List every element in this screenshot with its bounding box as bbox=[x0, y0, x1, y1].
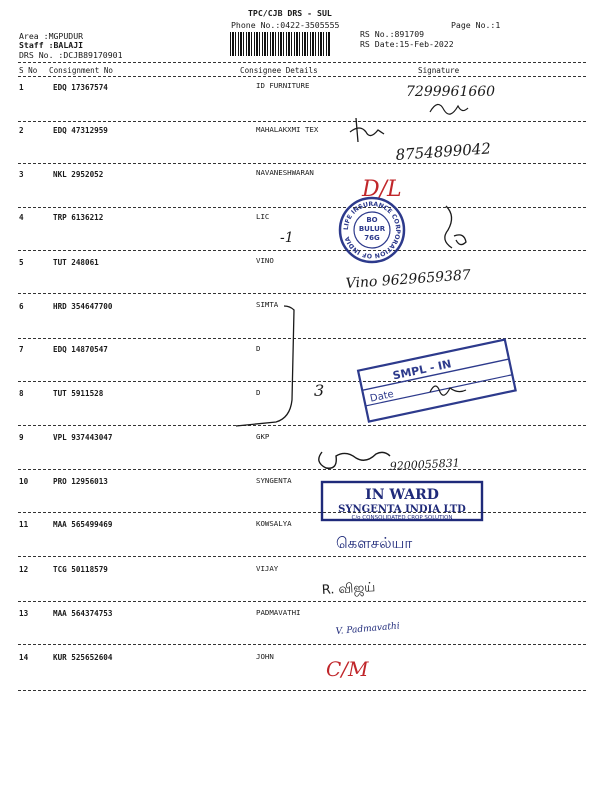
row-sno: 4 bbox=[19, 213, 24, 222]
handwritten-mark-row8: 3 bbox=[314, 381, 325, 400]
svg-text:BULUR: BULUR bbox=[358, 225, 386, 233]
svg-text:SYNGENTA INDIA LTD: SYNGENTA INDIA LTD bbox=[338, 504, 466, 515]
svg-text:76G: 76G bbox=[364, 234, 380, 242]
row-sno: 5 bbox=[19, 258, 24, 267]
signature-row4 bbox=[445, 206, 466, 248]
row-consignment: TUT 5911528 bbox=[53, 389, 104, 398]
row-consignment: EDQ 14870547 bbox=[53, 345, 108, 354]
svg-text:BO: BO bbox=[366, 216, 378, 224]
row-sno: 9 bbox=[19, 433, 24, 442]
row-consignment: VPL 937443047 bbox=[53, 433, 113, 442]
handwritten-name-row11: கௌசல்யா bbox=[336, 534, 413, 552]
row-sno: 3 bbox=[19, 170, 24, 179]
signature-row2 bbox=[350, 118, 384, 142]
row-consignee: SIMTA bbox=[256, 300, 279, 309]
col-consignment: Consignment No bbox=[49, 66, 114, 75]
row-consignee: D bbox=[256, 344, 261, 353]
row-sno: 7 bbox=[19, 345, 24, 354]
drs-number: DRS No. :DCJB89170901 bbox=[19, 50, 123, 60]
handwritten-name-row13: V. Padmavathi bbox=[335, 621, 401, 637]
row-consignee: LIC bbox=[256, 212, 270, 221]
row-consignment: NKL 2952052 bbox=[53, 170, 104, 179]
svg-text:C/o CONSOLIDATED CROP SOLUTION: C/o CONSOLIDATED CROP SOLUTION bbox=[351, 515, 453, 521]
row-consignee: VINO bbox=[256, 256, 274, 265]
handwritten-phone-row2: 8754899042 bbox=[395, 139, 492, 164]
row-sno: 14 bbox=[19, 653, 29, 662]
row-consignment: MAA 564374753 bbox=[53, 609, 113, 618]
row-consignee: VIJAY bbox=[256, 564, 279, 573]
col-signature: Signature bbox=[418, 66, 460, 75]
row-consignment: EDQ 17367574 bbox=[53, 83, 108, 92]
row-consignment: MAA 565499469 bbox=[53, 520, 113, 529]
row-consignment: HRD 354647700 bbox=[53, 302, 113, 311]
col-sno: S No bbox=[19, 66, 38, 75]
staff-label: Staff :BALAJI bbox=[19, 40, 84, 50]
rs-date: RS Date:15-Feb-2022 bbox=[360, 39, 454, 49]
row-consignee: MAHALAKXMI TEX bbox=[256, 125, 319, 134]
row-consignment: EDQ 47312959 bbox=[53, 126, 108, 135]
handwritten-name-row12: R. விஜய் bbox=[321, 580, 376, 598]
row-sno: 2 bbox=[19, 126, 24, 135]
area-label: Area :MGPUDUR bbox=[19, 31, 84, 41]
row-consignee: D bbox=[256, 388, 261, 397]
row-consignment: PRO 12956013 bbox=[53, 477, 108, 486]
svg-text:SMPL - IN: SMPL - IN bbox=[391, 357, 453, 383]
row-sno: 11 bbox=[19, 520, 29, 529]
row-consignment: TCG 50118579 bbox=[53, 565, 108, 574]
row-consignee: ID FURNITURE bbox=[256, 81, 310, 90]
phone-number: Phone No.:0422-3505555 bbox=[231, 20, 340, 30]
row-consignee: SYNGENTA bbox=[256, 476, 292, 485]
col-consignee: Consignee Details bbox=[240, 66, 318, 75]
row-sno: 1 bbox=[19, 83, 24, 92]
handwritten-phone-row1: 7299961660 bbox=[406, 84, 496, 100]
svg-text:Date: Date bbox=[369, 388, 395, 405]
row-consignment: TRP 6136212 bbox=[53, 213, 104, 222]
row-consignee: KOWSALYA bbox=[256, 519, 292, 528]
signature-row9 bbox=[319, 452, 390, 468]
row-sno: 12 bbox=[19, 565, 29, 574]
handwritten-mark-row4: -1 bbox=[280, 230, 294, 246]
document-title: TPC/CJB DRS - SUL bbox=[248, 8, 332, 18]
row-sno: 8 bbox=[19, 389, 24, 398]
bracket-mark bbox=[236, 306, 294, 426]
row-consignee: PADMAVATHI bbox=[256, 608, 301, 617]
signature-row1 bbox=[430, 104, 468, 114]
svg-text:LIFE INSURANCE CORPORATION OF: LIFE INSURANCE CORPORATION OF INDIA bbox=[342, 200, 402, 260]
handwritten-dl-row3: D/L bbox=[362, 177, 402, 202]
handwritten-cm-row14: C/M bbox=[326, 657, 369, 681]
row-consignment: KUR 525652604 bbox=[53, 653, 113, 662]
row-sno: 13 bbox=[19, 609, 29, 618]
handwritten-phone-row9: 9200055831 bbox=[389, 456, 461, 473]
row-consignee: GKP bbox=[256, 432, 270, 441]
row-sno: 6 bbox=[19, 302, 24, 311]
lic-seal-stamp bbox=[340, 198, 404, 262]
row-consignment: TUT 248061 bbox=[53, 258, 99, 267]
handwritten-phone-row5: Vino 9629659387 bbox=[345, 267, 472, 292]
page-number: Page No.:1 bbox=[451, 20, 501, 30]
row-consignee: NAVANESHWARAN bbox=[256, 168, 314, 177]
row-consignee: JOHN bbox=[256, 652, 274, 661]
inward-stamp bbox=[322, 482, 482, 521]
row-sno: 10 bbox=[19, 477, 29, 486]
rs-number: RS No.:891709 bbox=[360, 29, 425, 39]
smpl-stamp bbox=[358, 340, 516, 422]
svg-text:IN WARD: IN WARD bbox=[365, 487, 439, 503]
